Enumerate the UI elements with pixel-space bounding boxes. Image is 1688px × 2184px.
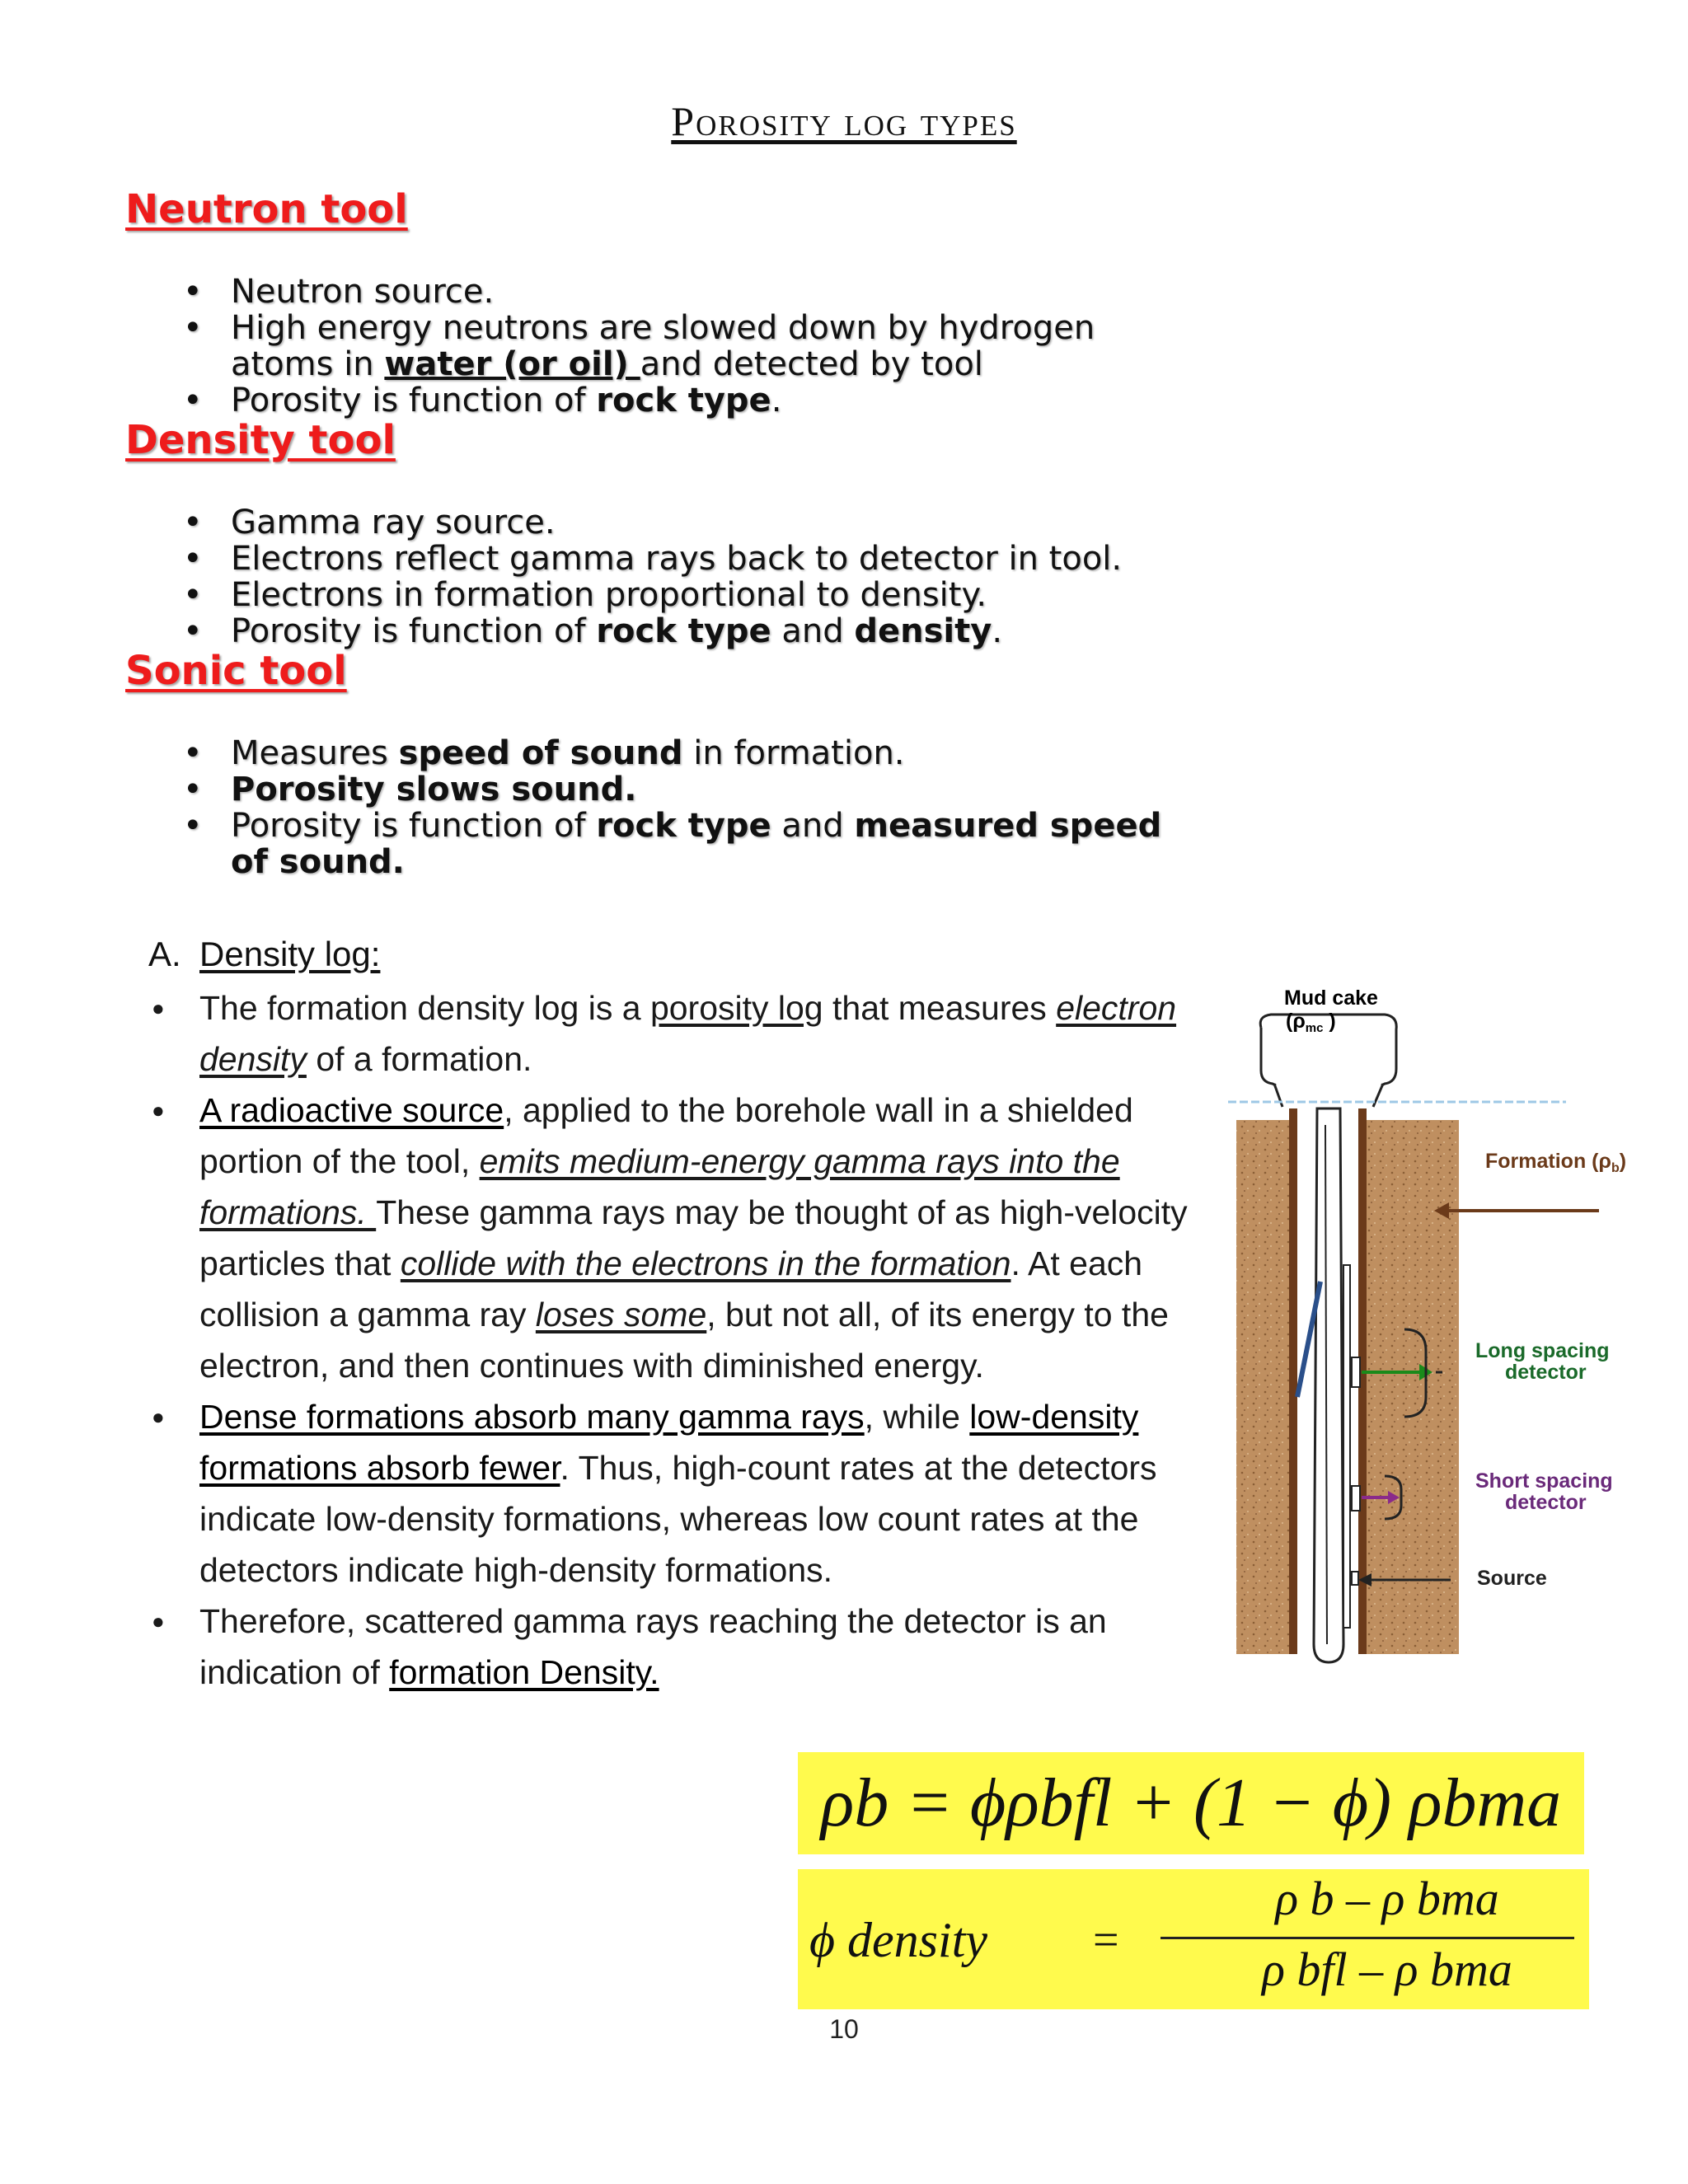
density-tool-diagram: [1228, 985, 1657, 1694]
formation-label: Formation $(\rho_b)$: [1485, 1150, 1627, 1175]
bulk-density-equation: ρb = ϕρbfl + (1 − ϕ) ρbma: [798, 1752, 1584, 1854]
density-log-heading: [148, 935, 380, 974]
density-log-list: [148, 982, 1212, 1698]
sonic-tool-heading: Sonic tool: [125, 648, 347, 694]
list-item: ● Dense formations absorb many gamma rays, while low-density formations absorb fewer. Thus, high-count rates at the detectors indicate low-density formations, whereas low count rates at the detectors indicate high-density formations.: [148, 1391, 1212, 1596]
mud-cake-symbol: ($\rho_{mc}$ ): [1286, 1010, 1336, 1035]
long-spacing-label-2: detector: [1505, 1361, 1587, 1384]
long-detector: [1352, 1357, 1360, 1387]
density-tool-heading: Density tool: [125, 417, 396, 463]
list-item: ● A radioactive source, applied to the borehole wall in a shielded portion of the tool, emits medium-energy gamma rays into the formations. These gamma rays may be thought of as high-velocity particles that collide with the electrons in the formation. At each collision a gamma ray loses some, but not all, of its energy to the electron, and then continues with diminished energy.: [148, 1085, 1212, 1391]
short-spacing-label-2: detector: [1505, 1491, 1587, 1514]
density-log-label: A.: [148, 935, 181, 973]
equation-numerator: ρ b – ρ bma: [1275, 1872, 1499, 1925]
logging-tool: [1314, 1108, 1343, 1662]
list-item: • Electrons reflect gamma rays back to detector in tool.: [173, 541, 1122, 577]
neutron-tool-heading: Neutron tool: [125, 186, 408, 232]
list-item: • Electrons in formation proportional to density.: [173, 577, 1122, 613]
list-item: • Porosity is function of rock type.: [173, 382, 1095, 419]
sonic-tool-list: [173, 735, 1161, 880]
list-item: • Porosity is function of rock type and density.: [173, 613, 1122, 649]
list-item: • Measures speed of sound in formation.: [173, 735, 1161, 771]
density-tool-list: [173, 504, 1122, 649]
list-item: • Neutron source.: [173, 274, 1095, 310]
density-log-title: Density log:: [199, 935, 381, 973]
neutron-tool-list: [173, 274, 1095, 419]
list-item: • Porosity slows sound.: [173, 771, 1161, 808]
list-item: • Porosity is function of rock type and measured speed of sound.: [173, 808, 1161, 880]
page-title: Porosity log types: [671, 98, 1017, 144]
short-detector: [1352, 1486, 1360, 1511]
formation-right: [1367, 1120, 1459, 1654]
equation-lhs: ϕ density: [809, 1913, 988, 1967]
list-item: • High energy neutrons are slowed down by hydrogen atoms in water (or oil) and detected by tool: [173, 310, 1095, 382]
mud-cake-label: Mud cake: [1284, 987, 1378, 1010]
source-label: Source: [1477, 1567, 1547, 1590]
density-porosity-equation: [798, 1869, 1589, 2009]
list-item: ● The formation density log is a porosity log that measures electron density of a formation.: [148, 982, 1212, 1085]
short-spacing-label-1: Short spacing: [1475, 1469, 1613, 1493]
source-block: [1352, 1572, 1358, 1585]
list-item: • Gamma ray source.: [173, 504, 1122, 541]
page-number: 10: [829, 2014, 859, 2044]
long-spacing-label-1: Long spacing: [1475, 1339, 1610, 1362]
fraction-bar: [1160, 1937, 1574, 1939]
list-item: ● Therefore, scattered gamma rays reaching the detector is an indication of formation Density.: [148, 1596, 1212, 1698]
formation-left: [1236, 1120, 1294, 1654]
equals-sign: =: [1093, 1915, 1119, 1966]
equation-denominator: ρ bfl – ρ bma: [1262, 1943, 1512, 1996]
